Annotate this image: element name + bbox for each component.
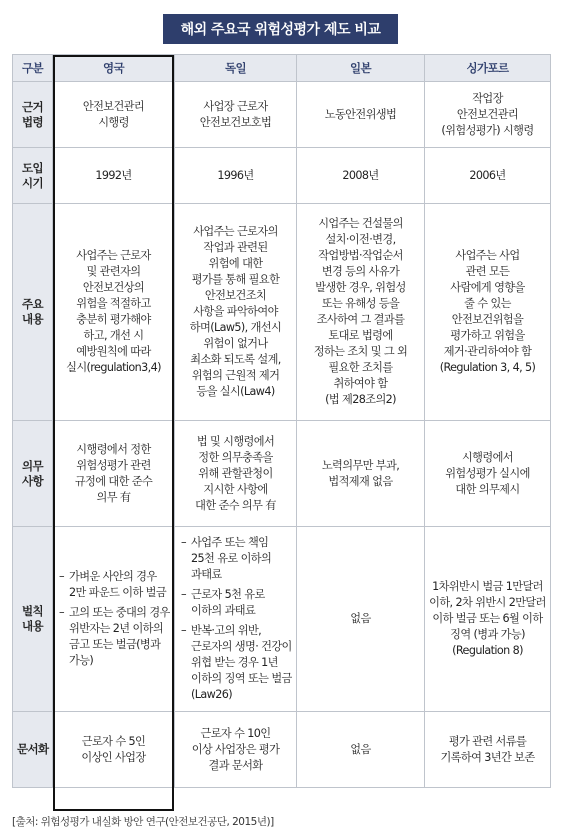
cell-uk-documentation: 근로자 수 5인 이상인 사업장 (53, 712, 175, 788)
list-item: – 고의 또는 중대의 경우 위반자는 2년 이하의 금고 또는 벌금(병과 가능) (59, 605, 170, 669)
cell-sg-documentation: 평가 관련 서류를 기록하여 3년간 보존 (425, 712, 551, 788)
row-main-content (13, 204, 551, 421)
row-label-penalty: 벌칙 내용 (13, 527, 53, 712)
title-wrap (0, 14, 561, 44)
cell-uk-penalty (53, 527, 175, 712)
list-item: – 가벼운 사안의 경우 2만 파운드 이하 벌금 (59, 569, 170, 601)
row-introduction-year (13, 148, 551, 204)
row-documentation (13, 712, 551, 788)
cell-sg-penalty: 1차위반시 벌금 1만달러 이하, 2차 위반시 2만달러 이하 벌금 또는 6월 이하 징역 (병과 가능) (Regulation 8) (425, 527, 551, 712)
cell-sg-legal-basis: 작업장 안전보건관리 (위험성평가) 시행령 (425, 82, 551, 148)
source-citation: [출처: 위험성평가 내실화 방안 연구(안전보건공단, 2015년)] (12, 816, 274, 828)
header-japan: 일본 (297, 55, 425, 82)
cell-jp-main-content: 시업주는 건설물의 설치·이전·변경, 작업방법·작업순서 변경 등의 사유가 발생한 경우, 위험성 또는 유해성 등을 조사하여 그 결과를 토대로 법령에 정하는 조치 및 그 외 필요한 조치를 취하여야 함 (법 제28조의2) (297, 204, 425, 421)
header-singapore: 싱가포르 (425, 55, 551, 82)
cell-uk-obligations: 시행령에서 정한 위험성평가 관련 규정에 대한 준수 의무 有 (53, 421, 175, 527)
list-item: – 근로자 5천 유로 이하의 과태료 (181, 587, 292, 619)
list-item: – 사업주 또는 책임 25천 유로 이하의 과태료 (181, 535, 292, 583)
row-label-obligations: 의무 사항 (13, 421, 53, 527)
cell-de-obligations: 법 및 시행령에서 정한 의무충족을 위해 관할관청이 지시한 사항에 대한 준수 의무 有 (175, 421, 297, 527)
cell-de-documentation: 근로자 수 10인 이상 사업장은 평가 결과 문서화 (175, 712, 297, 788)
row-label-introduction-year: 도입 시기 (13, 148, 53, 204)
row-penalty (13, 527, 551, 712)
cell-sg-obligations: 시행령에서 위험성평가 실시에 대한 의무제시 (425, 421, 551, 527)
cell-de-penalty (175, 527, 297, 712)
header-category: 구분 (13, 55, 53, 82)
page-title: 해외 주요국 위험성평가 제도 비교 (163, 14, 399, 44)
cell-jp-legal-basis: 노동안전위생법 (297, 82, 425, 148)
comparison-table (12, 54, 551, 788)
de-penalty-list (179, 535, 292, 703)
header-row (13, 55, 551, 82)
list-item: – 반복·고의 위반, 근로자의 생명· 건강이 위협 받는 경우 1년 이하의 징역 또는 벌금(Law26) (181, 623, 292, 703)
cell-sg-year: 2006년 (425, 148, 551, 204)
uk-penalty-list (57, 569, 170, 669)
row-label-documentation: 문서화 (13, 712, 53, 788)
cell-jp-year: 2008년 (297, 148, 425, 204)
header-germany: 독일 (175, 55, 297, 82)
cell-jp-obligations: 노력의무만 부과, 법적제재 없음 (297, 421, 425, 527)
cell-uk-year: 1992년 (53, 148, 175, 204)
cell-de-legal-basis: 사업장 근로자 안전보건보호법 (175, 82, 297, 148)
cell-de-year: 1996년 (175, 148, 297, 204)
row-legal-basis (13, 82, 551, 148)
row-label-legal-basis: 근거 법령 (13, 82, 53, 148)
cell-sg-main-content: 사업주는 사업 관련 모든 사람에게 영향을 줄 수 있는 안전보건위험을 평가하고 위험을 제거·관리하여야 함 (Regulation 3, 4, 5) (425, 204, 551, 421)
row-label-main-content: 주요 내용 (13, 204, 53, 421)
cell-jp-documentation: 없음 (297, 712, 425, 788)
header-uk: 영국 (53, 55, 175, 82)
cell-uk-main-content: 사업주는 근로자 및 관련자의 안전보건상의 위험을 적절하고 충분히 평가해야 하고, 개선 시 예방원칙에 따라 실시(regulation3,4) (53, 204, 175, 421)
row-obligations (13, 421, 551, 527)
cell-de-main-content: 사업주는 근로자의 작업과 관련된 위험에 대한 평가를 통해 필요한 안전보건조치 사항을 파악하여야 하며(Law5), 개선시 위험이 없거나 최소화 되도록 설계, 위험의 근원적 제거 등을 실시(Law4) (175, 204, 297, 421)
cell-jp-penalty: 없음 (297, 527, 425, 712)
cell-uk-legal-basis: 안전보건관리 시행령 (53, 82, 175, 148)
